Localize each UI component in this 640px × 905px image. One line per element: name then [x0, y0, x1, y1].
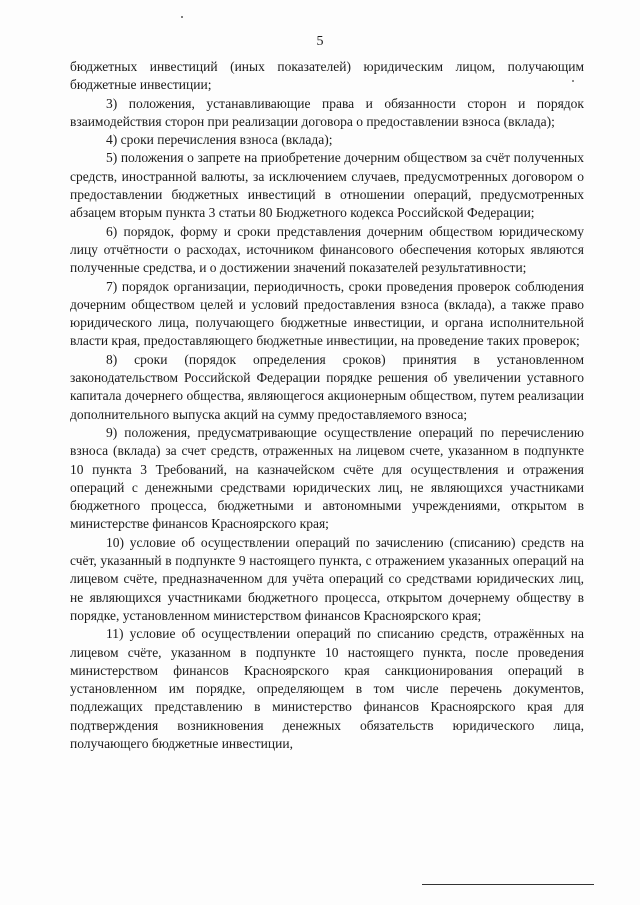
paragraph-item-4: 4) сроки перечисления взноса (вклада);	[106, 132, 333, 148]
page-number: 5	[316, 34, 324, 49]
footer-rule	[422, 884, 594, 885]
paragraph-item-9: 9) положения, предусматривающие осуществление операций по перечислению взноса (вклада) за счет средств, отраженных на лицевом счете, указанном в подпункте 10 пункта 3 Требований, на казначейском счёте для осуществления и отражения операций с денежными средствами юридических лиц, не являющихся участниками бюджетного процесса, бюджетными и автономными учреждениями, открытом в министерстве финансов Красноярского края;	[70, 424, 584, 532]
document-body	[70, 58, 584, 753]
paragraph-item-7: 7) порядок организации, периодичность, сроки проведения проверок соблюдения дочерним обществом целей и условий предоставления взноса (вклада), а также право юридического лица, получающего бюджетные инвестиции, и органа исполнительной власти края, предоставляющего бюджетные инвестиции, на проведение таких проверок;	[70, 278, 584, 349]
paragraph-item-11: 11) условие об осуществлении операций по списанию средств, отражённых на лицевом счёте, указанном в подпункте 10 настоящего пункта, после проведения министерством финансов Красноярского края санкционирования операций в установленном им порядке, определяющем в том числе перечень документов, подлежащих представлению в министерство финансов Красноярского края для подтверждения возникновения денежных обязательств юридического лица, получающего бюджетные инвестиции,	[70, 626, 584, 751]
scan-speck	[181, 16, 183, 18]
paragraph-continuation: бюджетных инвестиций (иных показателей) юридическим лицом, получающим бюджетные инвестиции;	[70, 59, 584, 93]
paragraph-item-5: 5) положения о запрете на приобретение дочерним обществом за счёт полученных средств, иностранной валюты, за исключением случаев, предусмотренных договором о предоставлении бюджетных инвестиций в отношении операций, предусмотренных абзацем вторым пункта 3 статьи 80 Бюджетного кодекса Российской Федерации;	[70, 150, 584, 221]
paragraph-item-8: 8) сроки (порядок определения сроков) принятия в установленном законодательством Российской Федерации порядке решения об увеличении уставного капитала дочернего общества, являющегося акционерным обществом, путем реализации дополнительного выпуска акций на сумму предоставляемого взноса;	[70, 351, 584, 422]
paragraph-item-10: 10) условие об осуществлении операций по зачислению (списанию) средств на счёт, указанный в подпункте 9 настоящего пункта, с отражением указанных операций на лицевом счёте, предназначенном для учёта операций со средствами юридических лиц, не являющихся участниками бюджетного процесса, открытом дочернему обществу в порядке, установленном министерством финансов Красноярского края;	[70, 534, 584, 623]
paragraph-item-3: 3) положения, устанавливающие права и обязанности сторон и порядок взаимодействия сторон при реализации договора о предоставлении взноса (вклада);	[70, 95, 584, 129]
paragraph-item-6: 6) порядок, форму и сроки представления дочерним обществом юридическому лицу отчётности о расходах, источником финансового обеспечения которых являются полученные средства, и о достижении значений показателей результативности;	[70, 223, 584, 276]
